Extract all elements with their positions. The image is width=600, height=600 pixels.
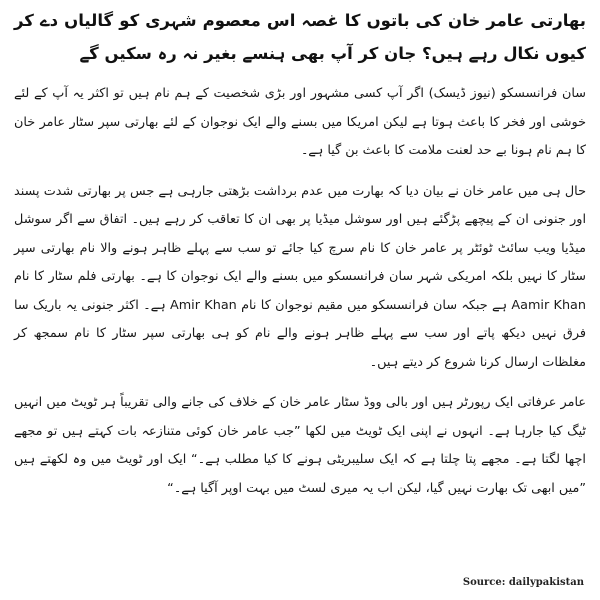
article-paragraph-3: عامر عرفاتی ایک رپورٹر ہیں اور بالی ووڈ سٹار عامر خان کے خلاف کی جانے والی تقریباً ہر ٹویٹ میں انہیں ٹیگ کیا جارہا ہے۔ انہوں نے اپنی ایک ٹویٹ میں لکھا ”جب عامر خان کوئی متنازعہ بات کہتے ہیں تو مجھے اچھا لگتا ہے۔ مجھے پتا چلتا ہے کہ ایک سلیبریٹی ہونے کا کیا مطلب ہے۔“ ایک اور ٹویٹ میں وہ لکھتے ہیں ”میں ابھی تک بھارت نہیں گیا، لیکن اب یہ میری لسٹ میں بہت اوپر آگیا ہے۔“ (14, 395, 586, 496)
article-paragraph-2: حال ہی میں عامر خان نے بیان دیا کہ بھارت میں عدم برداشت بڑھتی جارہی ہے جس پر بھارتی شدت پسند اور جنونی ان کے پیچھے پڑگئے ہیں اور سوشل میڈیا پر بھی ان کا تعاقب کر رہے ہیں۔ اتفاق سے اگر سوشل میڈیا ویب سائٹ ٹوئٹر پر عامر خان کا نام سرچ کیا جائے تو سب سے پہلے ظاہر ہونے والا نام بھارتی سپر سٹار کا نہیں بلکہ امریکی شہر سان فرانسسکو میں بسنے والے ایک نوجوان کا ہے۔ بھارتی فلم سٹار کا نام Aamir Khan ہے جبکہ سان فرانسسکو میں مقیم نوجوان کا نام Amir Khan ہے۔ اکثر جنونی یہ باریک سا فرق نہیں دیکھ پاتے اور سب سے پہلے ظاہر ہونے والے نام کو ہی بھارتی سپر سٹار کا نام سمجھ کر مغلظات ارسال کرنا شروع کر دیتے ہیں۔ (14, 183, 587, 370)
source-credit: Source: dailypakistan (462, 577, 584, 588)
article-paragraph-1: سان فرانسسکو (نیوز ڈیسک) اگر آپ کسی مشہور اور بڑی شخصیت کے ہم نام ہیں تو اکثر یہ آپ کے لئے خوشی اور فخر کا باعث ہوتا ہے لیکن امریکا میں بسنے والے ایک نوجوان کے لئے بھارتی سپر سٹار عامر خان کا ہم نام ہونا بے حد لعنت ملامت کا باعث بن گیا ہے۔ (14, 86, 586, 158)
article-headline: بھارتی عامر خان کی باتوں کا غصہ اس معصوم شہری کو گالیاں دے کر کیوں نکال رہے ہیں؟ جان کر آپ بھی ہنسے بغیر نہ رہ سکیں گے (14, 11, 586, 63)
